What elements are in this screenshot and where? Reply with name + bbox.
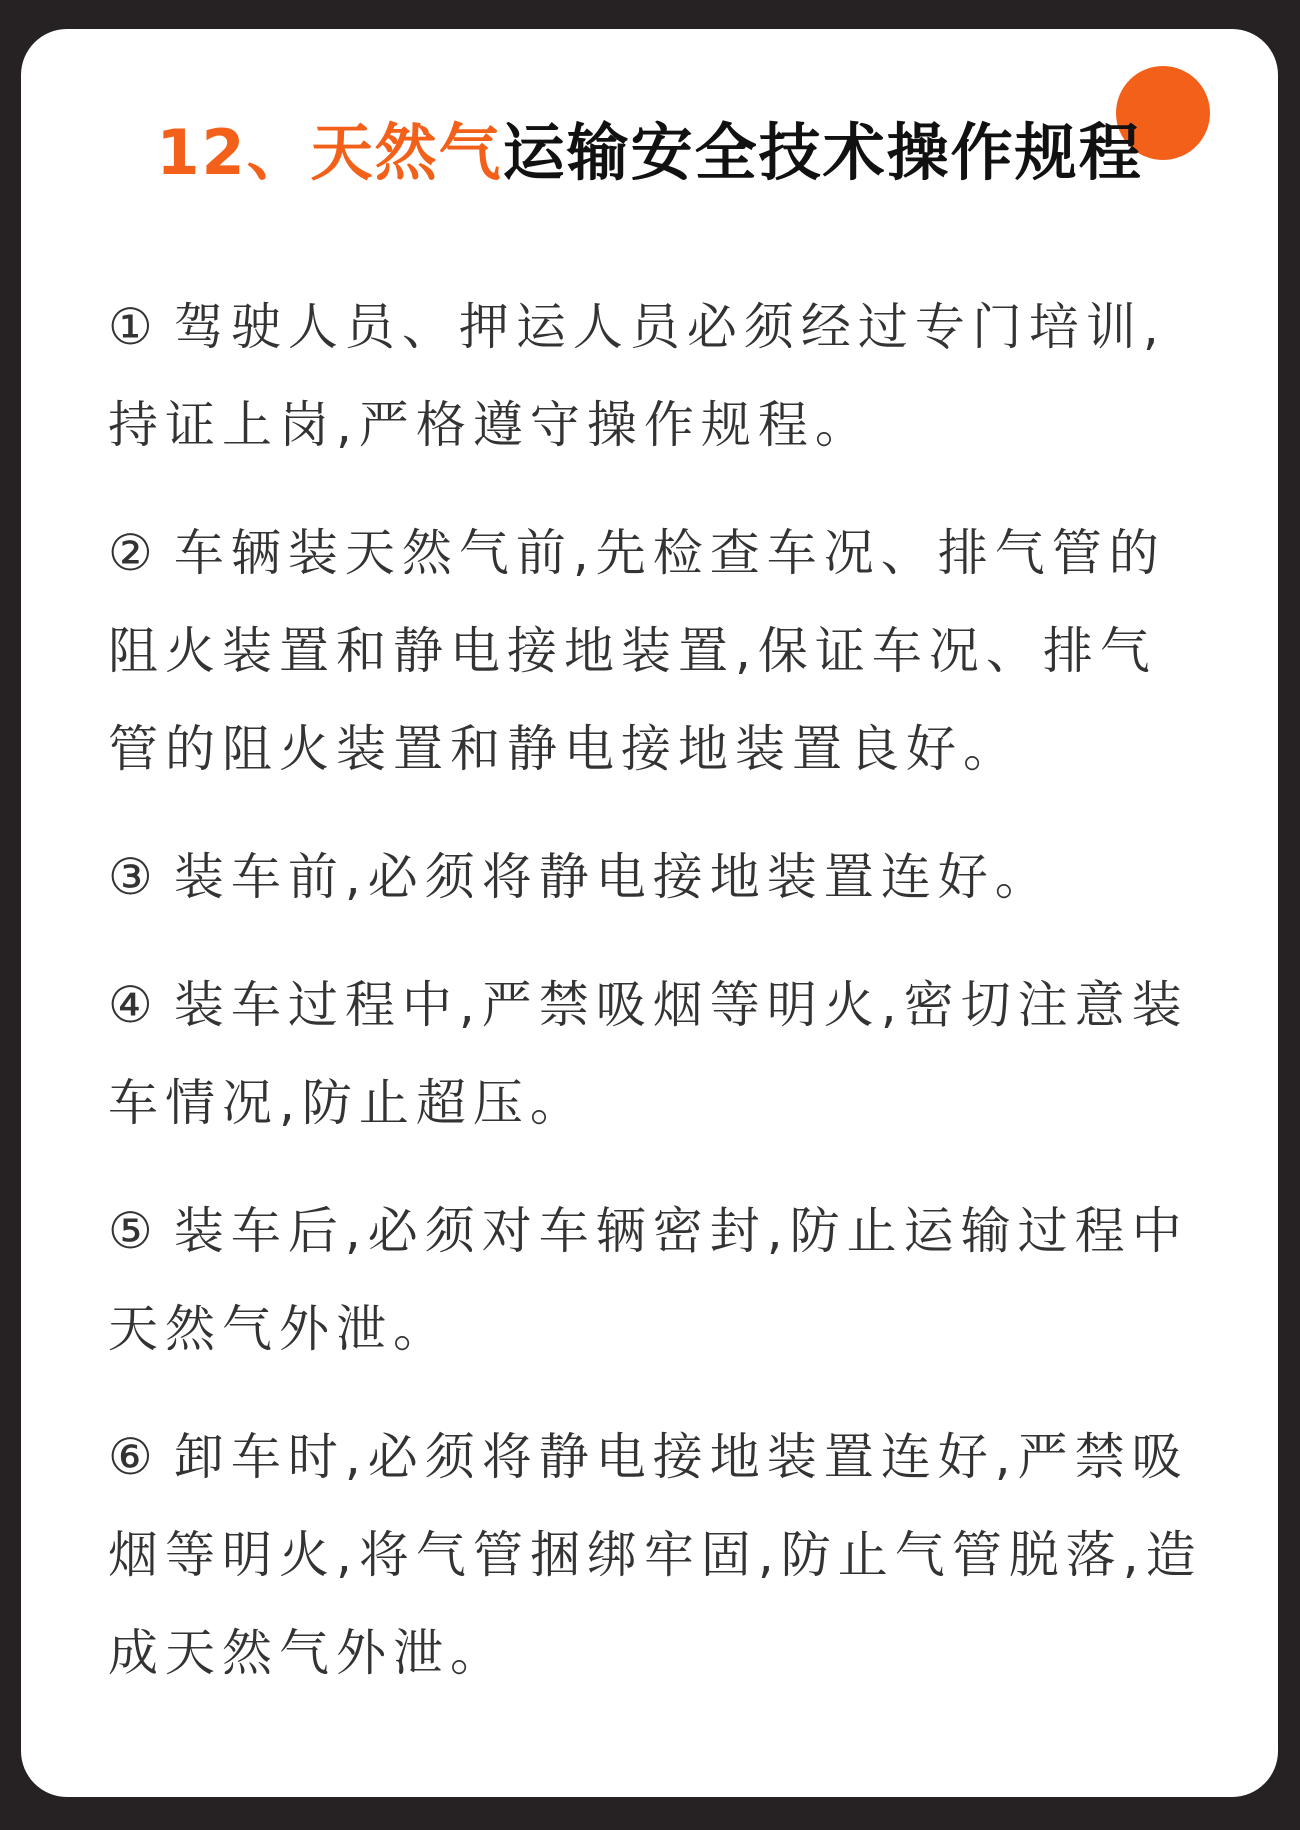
rule-item-3 [108,828,1258,926]
rule-item-1 [108,278,1258,474]
rule-line [108,956,1258,1054]
rule-line [108,602,1258,700]
rule-line [108,828,1258,926]
rule-line [108,1408,1258,1506]
rule-item-2 [108,504,1258,798]
rule-text: 成天然气外泄。 [108,1624,507,1682]
rule-line [108,1604,1258,1702]
rule-text: 车情况,防止超压。 [108,1074,587,1132]
rule-item-4 [108,956,1258,1152]
rule-text: 装车前,必须将静电接地装置连好。 [173,848,1052,906]
rule-text: 阻火装置和静电接地装置,保证车况、排气 [108,622,1157,680]
rule-line [108,376,1258,474]
rule-line [108,1054,1258,1152]
rule-text: 卸车时,必须将静电接地装置连好,严禁吸 [173,1428,1189,1486]
rule-line [108,1182,1258,1280]
rule-item-6 [108,1408,1258,1702]
rule-line [108,504,1258,602]
title-rest: 运输安全技术操作规程 [502,116,1143,189]
rule-number: ⑤ [108,1202,160,1260]
page-title [21,113,1278,193]
rules-list [108,278,1258,1702]
rule-text: 天然气外泄。 [108,1300,450,1358]
rule-text: 管的阻火装置和静电接地装置良好。 [108,720,1020,778]
rule-text: 装车后,必须对车辆密封,防止运输过程中 [173,1202,1189,1260]
rule-number: ③ [108,848,160,906]
rule-text: 驾驶人员、押运人员必须经过专门培训, [173,298,1166,356]
rule-text: 车辆装天然气前,先检查车况、排气管的 [173,524,1166,582]
rule-number: ① [108,298,160,356]
rule-line [108,278,1258,376]
rule-line [108,700,1258,798]
rule-item-5 [108,1182,1258,1378]
rule-text: 装车过程中,严禁吸烟等明火,密切注意装 [173,976,1189,1034]
rule-number: ② [108,524,160,582]
rule-line [108,1280,1258,1378]
title-highlight: 12、天然气 [156,116,503,189]
rule-number: ⑥ [108,1428,160,1486]
rule-text: 持证上岗,严格遵守操作规程。 [108,396,872,454]
rule-text: 烟等明火,将气管捆绑牢固,防止气管脱落,造 [108,1526,1203,1584]
rule-number: ④ [108,976,160,1034]
rule-line [108,1506,1258,1604]
